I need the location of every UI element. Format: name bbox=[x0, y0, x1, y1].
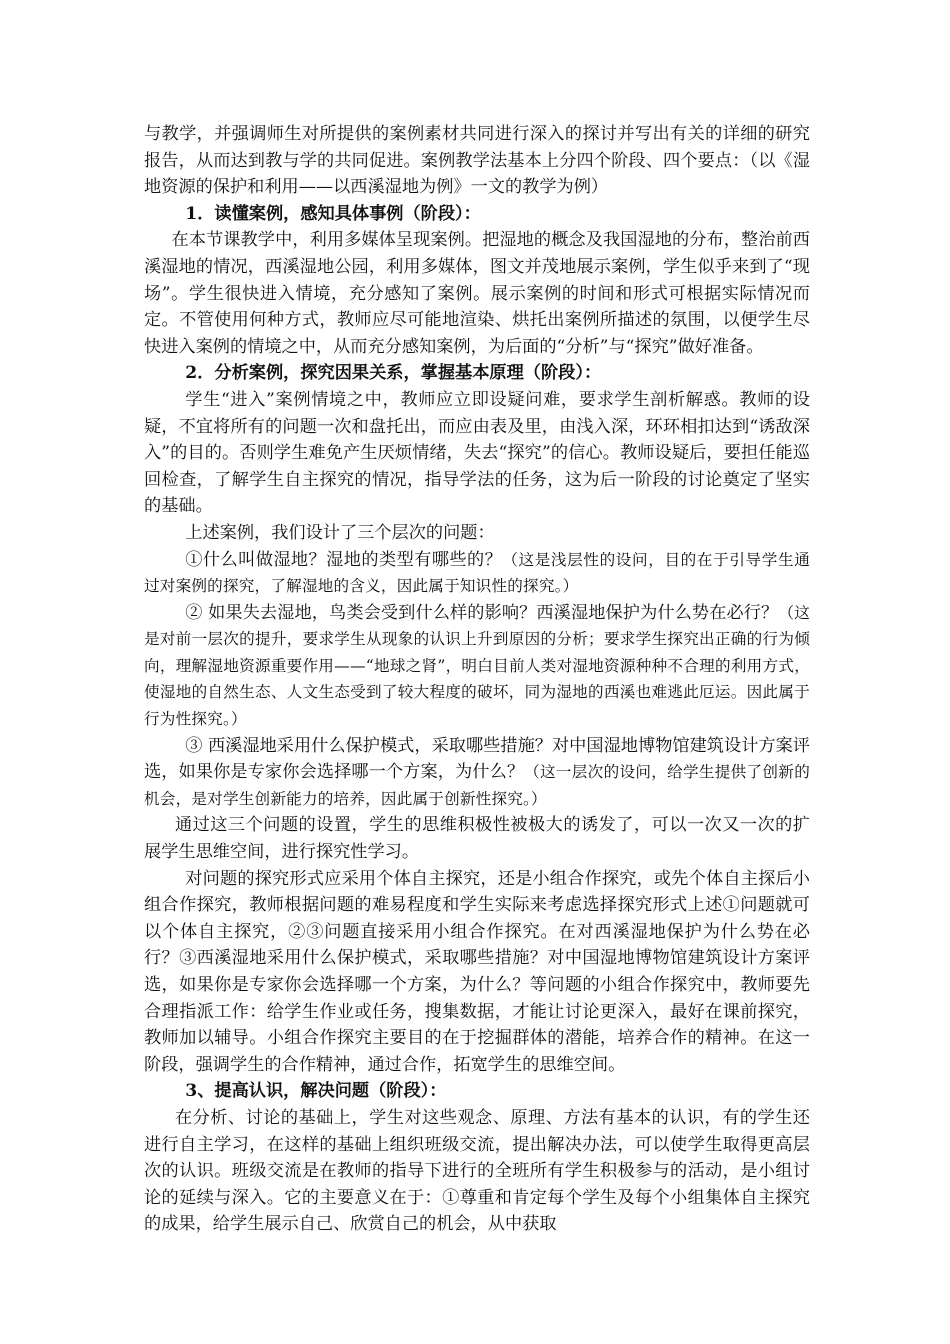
question-3-note: （这一层次的设问，给学生提供了创新的机会，是对学生创新能力的培养，因此属于创新性探究。） bbox=[144, 763, 810, 808]
section-heading-3: 3、提高认识，解决问题（阶段）： bbox=[185, 1081, 447, 1102]
section-heading-2: 2．分析案例，探究因果关系，掌握基本原理（阶段）： bbox=[185, 363, 602, 384]
paragraph-stage-3: 在分析、讨论的基础上，学生对这些观念、原理、方法有基本的认识，有的学生还进行自主学习，在这样的基础上组织班级交流，提出解决办法，可以使学生取得更高层次的认识。班级交流是在教师的指导下进行的全班所有学生积极参与的活动，是小组讨论的延续与深入。它的主要意义在于：①尊重和肯定每个学生及每个小组集体自主探究的成果，给学生展示自己、欣赏自己的机会，从中获取 bbox=[144, 1107, 810, 1235]
question-2-note: （这是对前一层次的提升，要求学生从现象的认识上升到原因的分析；要求学生探究出正确的行为倾向，理解湿地资源重要作用——“地球之肾”，明白目前人类对湿地资源种种不合理的利用方式，使湿地的自然生态、人文生态受到了较大程度的破坏，同为湿地的西溪也难逃此厄运。因此属于行为性探究。） bbox=[144, 603, 810, 729]
question-1-note: （这是浅层性的设问，目的在于引导学生通过对案例的探究，了解湿地的含义，因此属于知识性的探究。） bbox=[144, 550, 810, 596]
section-heading-1: 1．读懂案例，感知具体事例（阶段）： bbox=[185, 203, 481, 224]
question-2 bbox=[144, 600, 810, 733]
paragraph-stage-1: 在本节课教学中，利用多媒体呈现案例。把湿地的概念及我国湿地的分布，整治前西溪湿地的情况，西溪湿地公园，利用多媒体，图文并茂地展示案例，学生似乎来到了“现场”。学生很快进入情境，充分感知了案例。展示案例的时间和形式可根据实际情况而定。不管使用何种方式，教师应尽可能地渲染、烘托出案例所描述的氛围，以便学生尽快进入案例的情境之中，从而充分感知案例，为后面的“分析”与“探究”做好准备。 bbox=[144, 230, 810, 357]
paragraph-stage-2: 学生“进入”案例情境之中，教师应立即设疑问难，要求学生剖析解惑。教师的设疑，不宜将所有的问题一次和盘托出，而应由表及里，由浅入深，环环相扣达到“诱敌深入”的目的。否则学生难免产生厌烦情绪，失去“探究”的信心。教师设疑后，要担任能巡回检查，了解学生自主探究的情况，指导学法的任务，这为后一阶段的讨论奠定了坚实的基础。 bbox=[144, 389, 810, 517]
question-3-text: ③ 西溪湿地采用什么保护模式，采取哪些措施？对中国湿地博物馆建筑设计方案评选，如果你是专家你会选择哪一个方案，为什么？ bbox=[144, 735, 810, 783]
question-2-text: ② 如果失去湿地，鸟类会受到什么样的影响？西溪湿地保护为什么势在必行？ bbox=[185, 602, 779, 623]
paragraph-intro: 与教学，并强调师生对所提供的案例素材共同进行深入的探讨并写出有关的详细的研究报告，从而达到教与学的共同促进。案例教学法基本上分四个阶段、四个要点：（以《湿地资源的保护和利用——以西溪湿地为例》一文的教学为例） bbox=[144, 124, 810, 198]
question-1-text: ①什么叫做湿地？湿地的类型有哪些的？ bbox=[185, 549, 503, 570]
question-1 bbox=[144, 547, 810, 600]
paragraph-group-inquiry: 对问题的探究形式应采用个体自主探究，还是小组合作探究，或先个体自主探后小组合作探究，教师根据问题的难易程度和学生实际来考虑选择探究形式上述①问题就可以个体自主探究，②③问题直接采用小组合作探究。在对西溪湿地保护为什么势在必行？③西溪湿地采用什么保护模式，采取哪些措施？对中国湿地博物馆建筑设计方案评选，如果你是专家你会选择哪一个方案，为什么？等问题的小组合作探究中，教师要先合理指派工作：给学生作业或任务，搜集数据，才能让讨论更深入，最好在课前探究，教师加以辅导。小组合作探究主要目的在于挖掘群体的潜能，培养合作的精神。在这一阶段，强调学生的合作精神，通过合作，拓宽学生的思维空间。 bbox=[144, 868, 810, 1075]
question-3 bbox=[144, 733, 810, 813]
paragraph-questions-intro: 上述案例，我们设计了三个层次的问题： bbox=[185, 522, 495, 543]
paragraph-summary: 通过这三个问题的设置，学生的思维积极性被极大的诱发了，可以一次又一次的扩展学生思维空间，进行探究性学习。 bbox=[144, 815, 810, 863]
document-page bbox=[144, 121, 810, 1238]
